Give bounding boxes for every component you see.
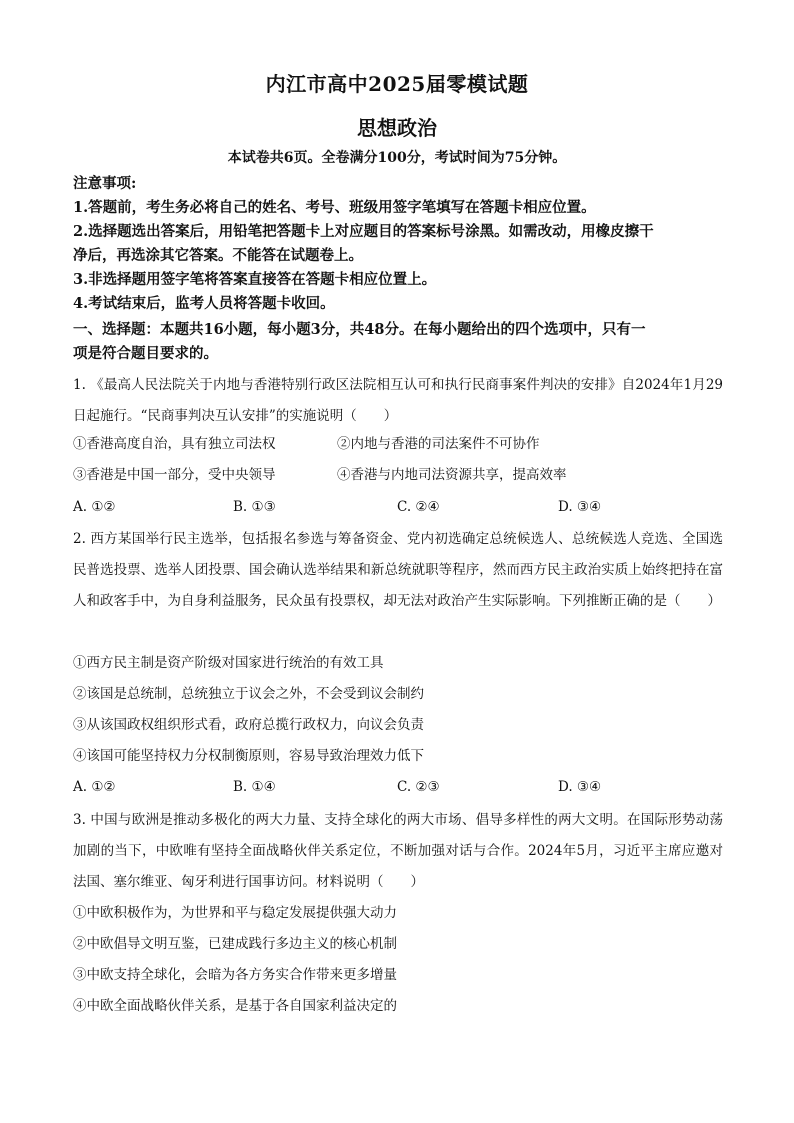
q1-option-c: C. ②④ [397,499,440,515]
notice-item: 1.答题前，考生务必将自己的姓名、考号、班级用签字笔填写在答题卡相应位置。 [73,199,596,216]
notice-item: 净后，再选涂其它答案。不能答在试题卷上。 [73,247,363,264]
q1-statement-3: ③香港是中国一部分，受中央领导 [73,467,276,483]
section-heading: 一、选择题：本题共16小题，每小题3分，共48分。在每小题给出的四个选项中，只有一 [73,321,646,338]
notice-heading: 注意事项: [73,175,137,192]
exam-subject: 思想政治 [357,116,437,140]
q2-option-a: A. ①② [73,779,116,795]
q1-option-b: B. ①③ [233,499,276,515]
question-1-stem: 1. 《最高人民法院关于内地与香港特别行政区法院相互认可和执行民商事案件判决的安排》自2024年1月29日起施行。“民商事判决互认安排”的实施说明（ ） [73,377,723,424]
question-2-stem: 2. 西方某国举行民主选举，包括报名参选与筹备资金、党内初选确定总统候选人、总统候选人竞选、全国选民普选投票、选举人团投票、国会确认选举结果和新总统就职等程序，然而西方民主政治实质上始终把持在富人和政客手中，为自身利益服务，民众虽有投票权，却无法对政治产生实际影响。下列推断正确的是（ ） [73,531,723,609]
question-3-stem: 3. 中国与欧洲是推动多极化的两大力量、支持全球化的两大市场、倡导多样性的两大文明。在国际形势动荡加剧的当下，中欧唯有坚持全面战略伙伴关系定位，不断加强对话与合作。2024年5月，习近平主席应邀对法国、塞尔维亚、匈牙利进行国事访问。材料说明（ ） [73,812,723,890]
notice-item: 4.考试结束后，监考人员将答题卡收回。 [73,295,335,312]
q1-statement-2: ②内地与香港的司法案件不可协作 [337,436,540,452]
notice-item: 2.选择题选出答案后，用铅笔把答题卡上对应题目的答案标号涂黑。如需改动，用橡皮擦干 [73,223,654,240]
exam-title: 内江市高中2025届零模试题 [265,72,529,96]
q2-statement-3: ③从该国政权组织形式看，政府总揽行政权力，向议会负责 [73,717,424,733]
q2-statement-4: ④该国可能坚持权力分权制衡原则，容易导致治理效力低下 [73,748,424,764]
exam-meta: 本试卷共6页。全卷满分100分，考试时间为75分钟。 [227,150,567,166]
q1-statement-1: ①香港高度自治，具有独立司法权 [73,436,276,452]
q3-statement-4: ④中欧全面战略伙伴关系，是基于各自国家利益决定的 [73,998,397,1014]
q1-option-a: A. ①② [73,499,116,515]
q1-option-d: D. ③④ [558,499,602,515]
q2-option-d: D. ③④ [558,779,602,795]
q3-statement-1: ①中欧积极作为，为世界和平与稳定发展提供强大动力 [73,905,397,921]
section-heading-cont: 项是符合题目要求的。 [73,345,218,362]
q3-statement-2: ②中欧倡导文明互鉴，已建成践行多边主义的核心机制 [73,936,397,952]
q2-option-c: C. ②③ [397,779,440,795]
q2-statement-1: ①西方民主制是资产阶级对国家进行统治的有效工具 [73,655,384,671]
q2-option-b: B. ①④ [233,779,276,795]
q3-statement-3: ③中欧支持全球化，会暗为各方务实合作带来更多增量 [73,967,397,983]
q1-statement-4: ④香港与内地司法资源共享，提高效率 [337,467,567,483]
notice-item: 3.非选择题用签字笔将答案直接答在答题卡相应位置上。 [73,271,437,288]
q2-statement-2: ②该国是总统制，总统独立于议会之外，不会受到议会制约 [73,686,424,702]
